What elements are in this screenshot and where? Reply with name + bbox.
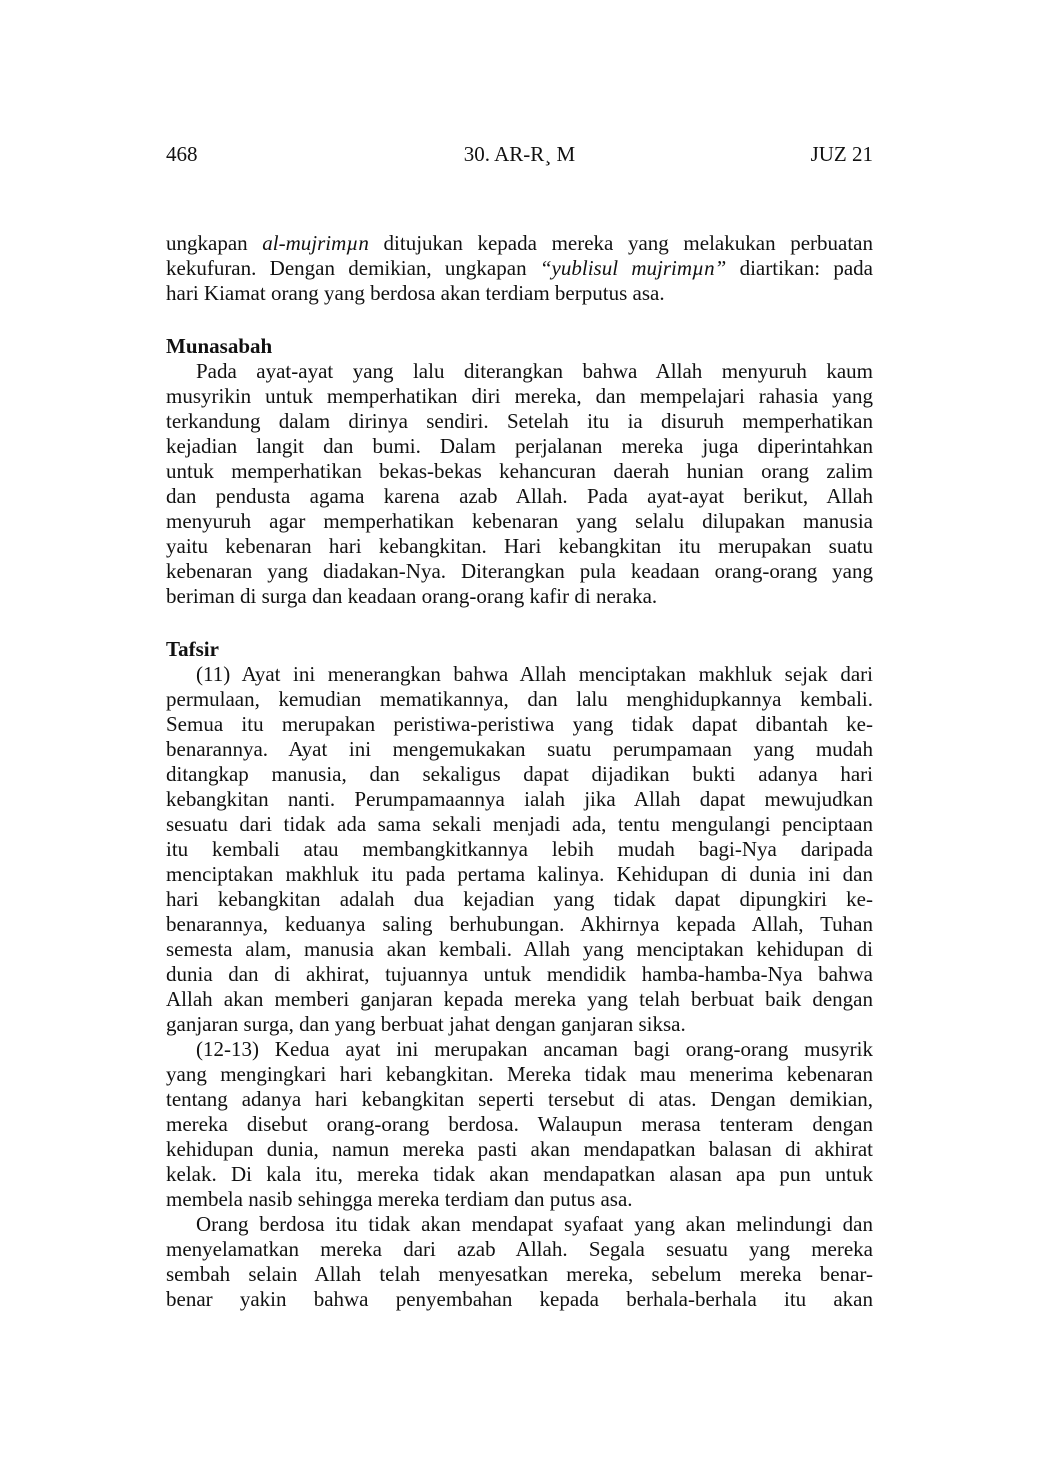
text-line: ganjaran surga, dan yang berbuat jahat dengan ganjaran siksa. bbox=[166, 1012, 686, 1036]
text-line: permulaan, kemudian mematikannya, dan lalu menghidupkannya kembali. bbox=[166, 687, 873, 711]
text-line: menciptakan makhluk itu pada pertama kalinya. Kehidupan di dunia ini dan bbox=[166, 862, 873, 886]
text-line: Allah akan memberi ganjaran kepada mereka yang telah berbuat baik dengan bbox=[166, 987, 873, 1011]
text-line: kelak. Di kala itu, mereka tidak akan mendapatkan alasan apa pun untuk bbox=[166, 1162, 873, 1186]
text-line: hari Kiamat orang yang berdosa akan terdiam berputus asa. bbox=[166, 281, 665, 305]
section-heading: Tafsir bbox=[166, 637, 219, 661]
page-body bbox=[166, 231, 873, 1312]
text-line: kejadian langit dan bumi. Dalam perjalanan mereka juga diperintahkan bbox=[166, 434, 873, 458]
text-line: hari kebangkitan adalah dua kejadian yang tidak dapat dipungkiri ke- bbox=[166, 887, 873, 911]
text-line: Semua itu merupakan peristiwa-peristiwa yang tidak dapat dibantah ke- bbox=[166, 712, 873, 736]
text-line: semesta alam, manusia akan kembali. Allah yang menciptakan kehidupan di bbox=[166, 937, 873, 961]
text-line: (11) Ayat ini menerangkan bahwa Allah menciptakan makhluk sejak dari bbox=[196, 662, 873, 686]
text: ditujukan kepada mereka yang melakukan perbuatan bbox=[368, 231, 873, 255]
text-line: tentang adanya hari kebangkitan seperti tersebut di atas. Dengan demikian, bbox=[166, 1087, 873, 1111]
text-line: benarannya. Ayat ini mengemukakan suatu perumpamaan yang mudah bbox=[166, 737, 873, 761]
text-line: beriman di surga dan keadaan orang-orang kafir di neraka. bbox=[166, 584, 658, 608]
text: diartikan: pada bbox=[726, 256, 873, 280]
text-line: dunia dan di akhirat, tujuannya untuk mendidik hamba-hamba-Nya bahwa bbox=[166, 962, 873, 986]
text-line: Pada ayat-ayat yang lalu diterangkan bahwa Allah menyuruh kaum bbox=[196, 359, 873, 383]
text-line: sesuatu dari tidak ada sama sekali menjadi ada, tentu mengulangi penciptaan bbox=[166, 812, 873, 836]
text-line bbox=[166, 256, 873, 281]
chapter-title: 30. AR-R¸ M bbox=[463, 142, 576, 166]
text-line: itu kembali atau membangkitkannya lebih mudah bagi-Nya daripada bbox=[166, 837, 873, 861]
paragraph bbox=[166, 1037, 873, 1212]
text-line: benarannya, keduanya saling berhubungan. Akhirnya kepada Allah, Tuhan bbox=[166, 912, 873, 936]
text-line: yang mengingkari hari kebangkitan. Mereka tidak mau menerima kebenaran bbox=[166, 1062, 873, 1086]
text-line: benar yakin bahwa penyembahan kepada berhala-berhala itu akan bbox=[166, 1287, 873, 1311]
running-header bbox=[166, 142, 873, 172]
juz-label: JUZ 21 bbox=[810, 142, 873, 166]
sections bbox=[166, 334, 873, 1312]
text-line: musyrikin untuk memperhatikan diri mereka, dan mempelajari rahasia yang bbox=[166, 384, 873, 408]
text-line: kebangkitan nanti. Perumpamaannya ialah jika Allah dapat mewujudkan bbox=[166, 787, 873, 811]
italic-term: “yublisul mujrimµn” bbox=[539, 256, 727, 280]
page-number: 468 bbox=[166, 142, 198, 166]
text-line: untuk memperhatikan bekas-bekas kehancuran daerah hunian orang zalim bbox=[166, 459, 873, 483]
text-line: kebenaran yang diadakan-Nya. Diterangkan pula keadaan orang-orang yang bbox=[166, 559, 873, 583]
text-line: mereka disebut orang-orang berdosa. Walaupun merasa tenteram dengan bbox=[166, 1112, 873, 1136]
text-line: Orang berdosa itu tidak akan mendapat syafaat yang akan melindungi dan bbox=[196, 1212, 873, 1236]
text-line: menyelamatkan mereka dari azab Allah. Segala sesuatu yang mereka bbox=[166, 1237, 873, 1261]
text-line: yaitu kebenaran hari kebangkitan. Hari kebangkitan itu merupakan suatu bbox=[166, 534, 873, 558]
section-heading: Munasabah bbox=[166, 334, 273, 358]
italic-term: al-mujrimµn bbox=[262, 231, 369, 255]
paragraph bbox=[166, 359, 873, 609]
text: kekufuran. Dengan demikian, ungkapan bbox=[166, 256, 540, 280]
text-line: membela nasib sehingga mereka terdiam dan putus asa. bbox=[166, 1187, 633, 1211]
paragraph bbox=[166, 1212, 873, 1312]
text-line: terkandung dalam dirinya sendiri. Setelah itu ia disuruh memperhatikan bbox=[166, 409, 873, 433]
text-line: menyuruh agar memperhatikan kebenaran yang selalu dilupakan manusia bbox=[166, 509, 873, 533]
text-line: (12-13) Kedua ayat ini merupakan ancaman bagi orang-orang musyrik bbox=[196, 1037, 873, 1061]
text-line: kehidupan dunia, namun mereka pasti akan mendapatkan balasan di akhirat bbox=[166, 1137, 873, 1161]
intro-paragraph bbox=[166, 231, 873, 306]
paragraph bbox=[166, 662, 873, 1037]
text: ungkapan bbox=[166, 231, 263, 255]
text-line bbox=[166, 231, 873, 256]
text-line: dan pendusta agama karena azab Allah. Pada ayat-ayat berikut, Allah bbox=[166, 484, 873, 508]
text-line: ditangkap manusia, dan sekaligus dapat dijadikan bukti adanya hari bbox=[166, 762, 873, 786]
text-line: sembah selain Allah telah menyesatkan mereka, sebelum mereka benar- bbox=[166, 1262, 873, 1286]
